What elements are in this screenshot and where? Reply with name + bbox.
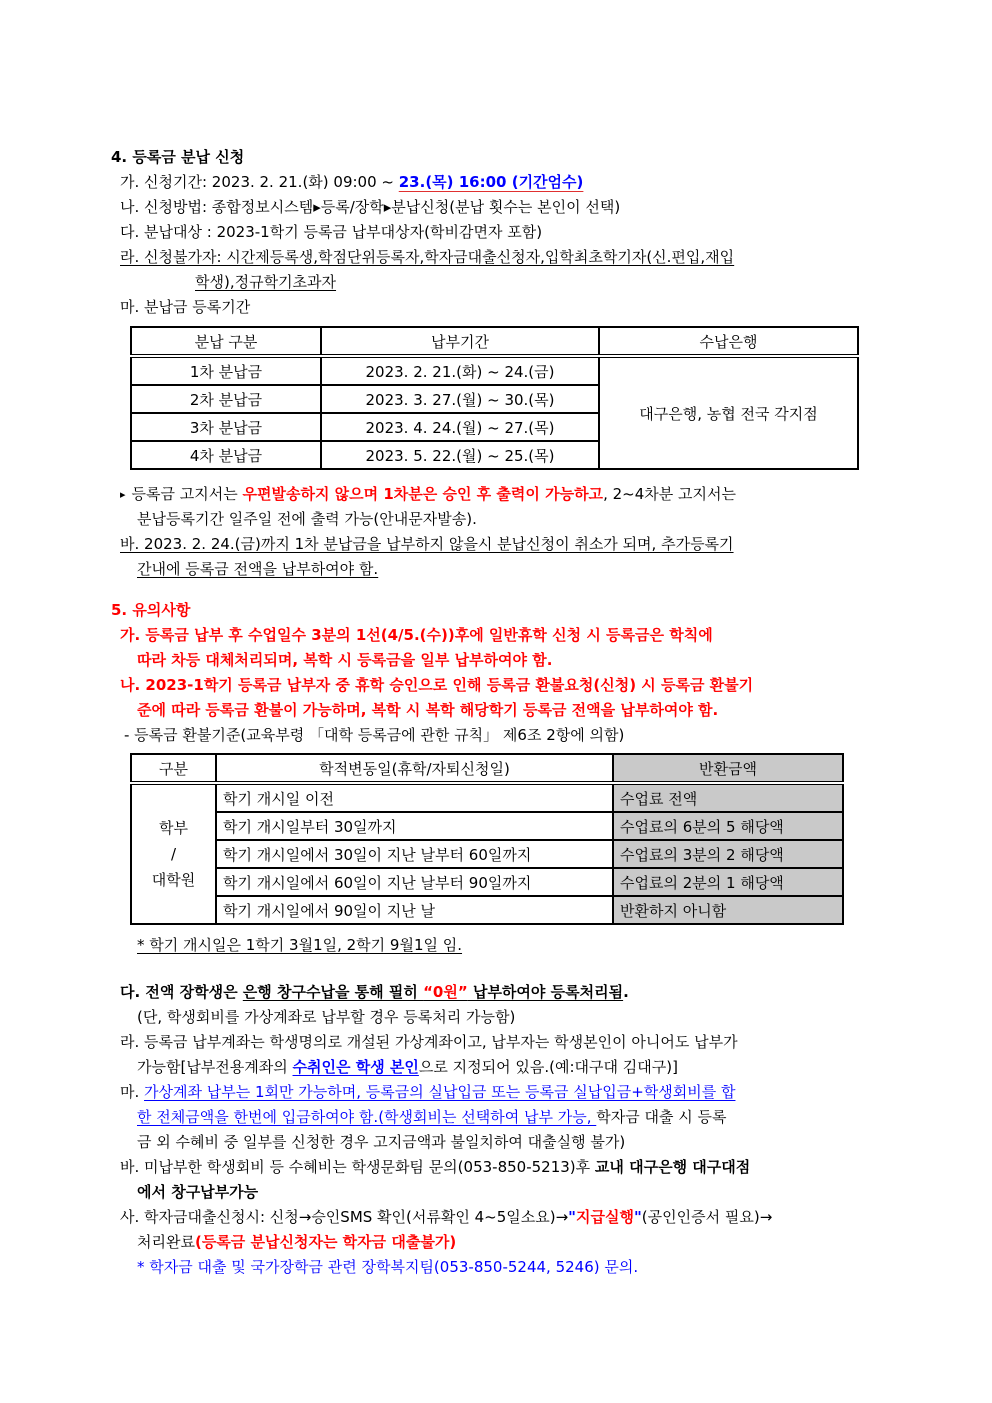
col-header-category: 구분 [131,754,216,783]
refund-row3-condition: 학기 개시일에서 30일이 지난 날부터 60일까지 [216,840,613,868]
sec5-item-ba-unpaid-fee-line1: 바. 미납부한 학생회비 등 수혜비는 학생문화팀 문의(053-850-5213)후 교내 대구은행 대구대점 [120,1158,751,1176]
table-row [131,783,843,812]
sec4-item-ga-application-period: 가. 신청기간: 2023. 2. 21.(화) 09:00 ~ 23.(목) 16:00 (기간엄수) [120,173,584,191]
col-header-change-date: 학적변동일(휴학/자퇴신청일) [216,754,613,783]
refund-row1-amount: 수업료 전액 [613,783,843,812]
installment-4-label: 4차 분납금 [131,441,321,469]
bank-cell: 대구은행, 농협 전국 각지점 [599,356,858,469]
student-group-cell [131,783,216,924]
sec5-item-sa-loan-line1: 사. 학자금대출신청시: 신청→승인SMS 확인(서류확인 4~5일소요)→"지급실행"(공인인증서 필요)→ [120,1208,773,1226]
sec5-item-ra-account-line1: 라. 등록금 납부계좌는 학생명의로 개설된 가상계좌이고, 납부자는 학생본인이 아니어도 납부가 [120,1033,738,1051]
sec5-item-da-scholarship-line2: (단, 학생회비를 가상계좌로 납부할 경우 등록처리 가능함) [137,1008,516,1026]
refund-row2-condition: 학기 개시일부터 30일까지 [216,812,613,840]
sec5-item-ma-virtual-account-line2: 한 전체금액을 한번에 입금하여야 함.(학생회비는 선택하여 납부 가능, 학자금 대출 시 등록 [137,1108,727,1126]
sec4-item-da-eligible: 다. 분납대상 : 2023-1학기 등록금 납부대상자(학비감면자 포함) [120,223,543,241]
group-line-slash: / [170,845,177,863]
sec5-item-sa-loan-line2: 처리완료(등록금 분납신청자는 학자금 대출불가) [137,1233,457,1251]
installment-3-period: 2023. 4. 24.(월) ~ 27.(목) [321,413,599,441]
sec4-item-ma-registration-period: 마. 분납금 등록기간 [120,298,251,316]
refund-row4-condition: 학기 개시일에서 60일이 지난 날부터 90일까지 [216,868,613,896]
sec4-item-ra-ineligible-line2: 학생),정규학기초과자 [195,273,337,291]
installment-1-label: 1차 분납금 [131,356,321,385]
refund-row2-amount: 수업료의 6분의 5 해당액 [613,812,843,840]
section5-title: 5. 유의사항 [111,601,191,619]
installment-1-period: 2023. 2. 21.(화) ~ 24.(금) [321,356,599,385]
bill-notice-line1 [120,482,902,507]
installment-4-period: 2023. 5. 22.(월) ~ 25.(목) [321,441,599,469]
sec5-item-ma-virtual-account-line1: 마. 가상계좌 납부는 1회만 가능하며, 등록금의 실납입금 또는 등록금 실납입금+학생회비를 합 [120,1083,736,1101]
table-row [131,356,858,385]
installment-2-label: 2차 분납금 [131,385,321,413]
col-header-installment-type: 분납 구분 [131,327,321,356]
col-header-bank: 수납은행 [599,327,858,356]
sec5-item-ma-virtual-account-line3: 금 외 수혜비 중 일부를 신청한 경우 고지금액과 불일치하여 대출실행 불가) [137,1133,626,1151]
table-row [131,840,843,868]
sec5-item-na-refund-line1: 나. 2023-1학기 등록금 납부자 중 휴학 승인으로 인해 등록금 환불요청(신청) 시 등록금 환불기 [120,676,754,694]
bill-notice-text1: 등록금 고지서는 우편발송하지 않으며 1차분은 승인 후 출력이 가능하고, 2~4차분 고지서는 [131,485,736,503]
refund-row1-condition: 학기 개시일 이전 [216,783,613,812]
installment-2-period: 2023. 3. 27.(월) ~ 30.(목) [321,385,599,413]
col-header-payment-period: 납부기간 [321,327,599,356]
sec5-item-ra-account-line2: 가능함[납부전용계좌의 수취인은 학생 본인으로 지정되어 있음.(예:대구대 김대구)] [137,1058,678,1076]
refund-row3-amount: 수업료의 3분의 2 해당액 [613,840,843,868]
refund-standard-note: - 등록금 환불기준(교육부령 「대학 등록금에 관한 규칙」 제6조 2항에 의함) [124,726,625,744]
sec5-item-ga-leave-line1: 가. 등록금 납부 후 수업일수 3분의 1선(4/5.(수))후에 일반휴학 신청 시 등록금은 학칙에 [120,626,713,644]
refund-standard-table [130,753,844,925]
sec5-item-ga-leave-line2: 따라 차등 대체처리되며, 복학 시 등록금을 일부 납부하여야 함. [137,651,553,669]
refund-row5-condition: 학기 개시일에서 90일이 지난 날 [216,896,613,924]
installment-header-row [131,327,858,356]
refund-row5-amount: 반환하지 아니함 [613,896,843,924]
table-row [131,896,843,924]
col-header-refund-amount: 반환금액 [613,754,843,783]
triangle-bullet-icon: ▸ [120,488,126,501]
group-line-grad: 대학원 [151,871,196,889]
refund-row4-amount: 수업료의 2분의 1 해당액 [613,868,843,896]
sec4-item-na-application-method: 나. 신청방법: 종합정보시스템▸등록/장학▸분납신청(분납 횟수는 본인이 선택) [120,198,621,216]
table-row [131,868,843,896]
sec5-item-da-scholarship-line1: 다. 전액 장학생은 은행 창구수납을 통해 필히 “0원” 납부하여야 등록처리됨. [120,983,629,1001]
installment-3-label: 3차 분납금 [131,413,321,441]
sec4-item-ba-cancellation-line1: 바. 2023. 2. 24.(금)까지 1차 분납금을 납부하지 않을시 분납신청이 취소가 되며, 추가등록기 [120,535,734,553]
section4-title: 4. 등록금 분납 신청 [111,148,245,166]
refund-header-row [131,754,843,783]
group-line-undergrad: 학부 [159,819,188,837]
bill-notice-line2: 분납등록기간 일주일 전에 출력 가능(안내문자발송). [137,510,477,528]
loan-contact-note: * 학자금 대출 및 국가장학금 관련 장학복지팀(053-850-5244, 5246) 문의. [137,1258,639,1276]
sec5-item-na-refund-line2: 준에 따라 등록금 환불이 가능하며, 복학 시 복학 해당학기 등록금 전액을 납부하여야 함. [137,701,719,719]
sec4-item-ba-cancellation-line2: 간내에 등록금 전액을 납부하여야 함. [137,560,379,578]
sec5-item-ba-unpaid-fee-line2: 에서 창구납부가능 [137,1183,259,1201]
semester-start-note: * 학기 개시일은 1학기 3월1일, 2학기 9월1일 임. [137,936,463,954]
table-row [131,812,843,840]
installment-schedule-table [130,326,859,470]
sec4-item-ra-ineligible-line1: 라. 신청불가자: 시간제등록생,학점단위등록자,학자금대출신청자,입학최초학기자(신.편입,재입 [120,248,735,266]
